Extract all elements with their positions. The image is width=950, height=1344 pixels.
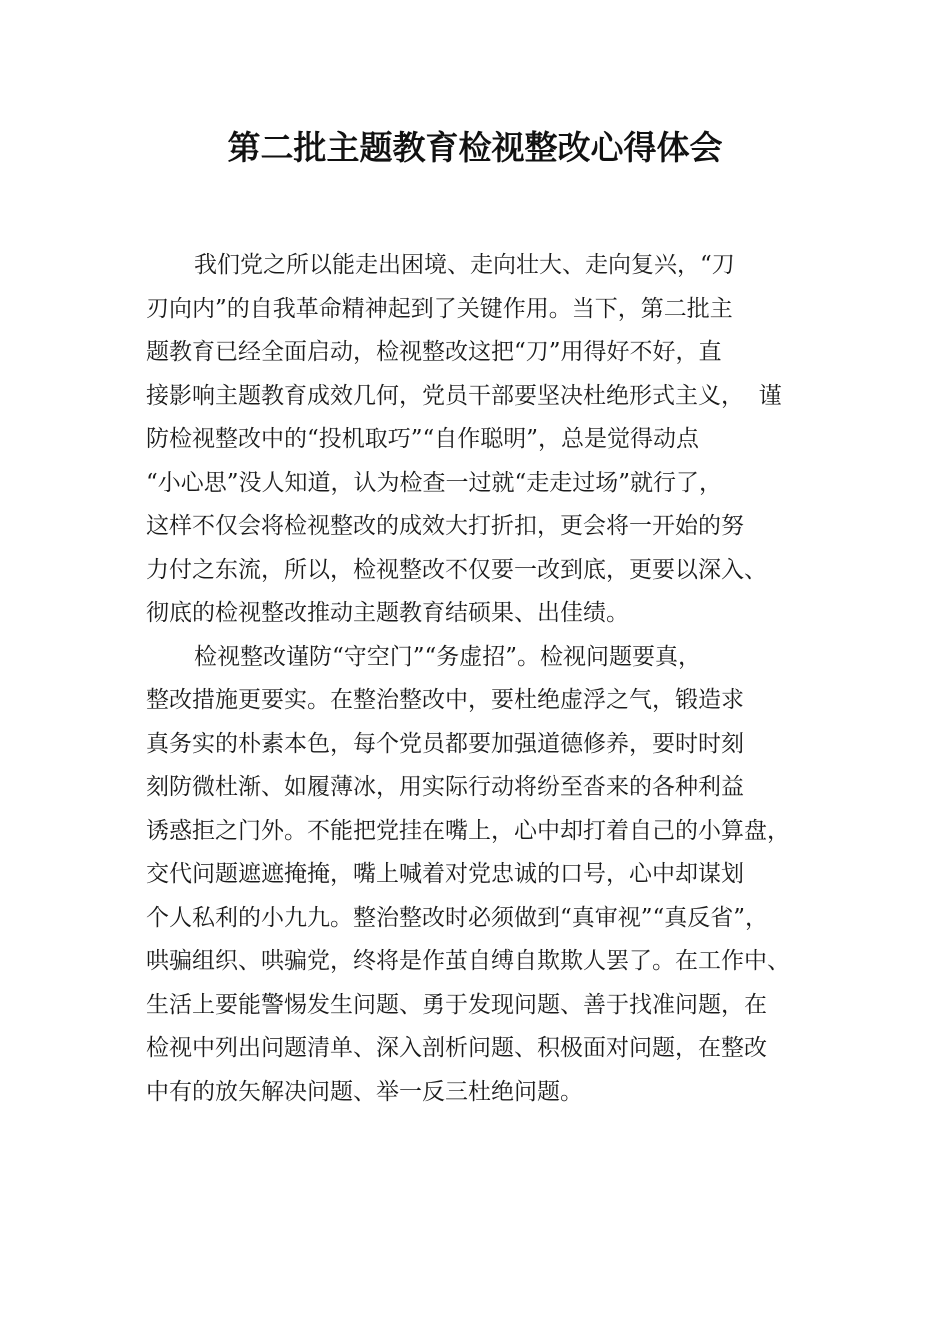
- text-line: 我们党之所以能走出困境、走向壮大、走向复兴，“刀: [194, 252, 735, 278]
- paragraph-1: [146, 244, 836, 636]
- text-line: 个人私利的小九九。整治整改时必须做到“真审视”“真反省”，: [146, 904, 769, 931]
- text-line: 刃向内”的自我革命精神起到了关键作用。当下，第二批主: [146, 295, 733, 322]
- text-line: 真务实的朴素本色，每个党员都要加强道德修养，要时时刻: [146, 730, 744, 757]
- text-line: 这样不仅会将检视整改的成效大打折扣，更会将一开始的努: [146, 513, 744, 539]
- text-line: 交代问题遮遮掩掩，嘴上喊着对党忠诚的口号，心中却谋划: [146, 861, 744, 887]
- text-line: 中有的放矢解决问题、举一反三杜绝问题。: [146, 1078, 583, 1105]
- text-line: 检视整改谨防“守空门”“务虚招”。检视问题要真，: [194, 643, 702, 670]
- document-title: 第二批主题教育检视整改心得体会: [227, 128, 723, 167]
- text-line: 防检视整改中的“投机取巧”“自作聪明”，总是觉得动点: [146, 426, 700, 452]
- paragraph-2: [146, 636, 836, 1115]
- text-line: 题教育已经全面启动，检视整改这把“刀”用得好不好，直: [146, 339, 722, 365]
- text-line: 力付之东流，所以，检视整改不仅要一改到底，更要以深入、: [146, 556, 767, 583]
- text-line: 刻防微杜渐、如履薄冰，用实际行动将纷至沓来的各种利益: [146, 774, 744, 800]
- text-line: 生活上要能警惕发生问题、勇于发现问题、善于找准问题，在: [146, 991, 767, 1018]
- text-line: 诱惑拒之门外。不能把党挂在嘴上，心中却打着自己的小算盘，: [146, 817, 790, 844]
- text-line: 检视中列出问题清单、深入剖析问题、积极面对问题，在整改: [146, 1035, 767, 1061]
- text-line: “小心思”没人知道，认为检查一过就“走走过场”就行了，: [146, 469, 723, 496]
- text-line: 整改措施更要实。在整治整改中，要杜绝虚浮之气，锻造求: [146, 687, 744, 713]
- text-line: 接影响主题教育成效几何，党员干部要坚决杜绝形式主义， 谨: [146, 382, 782, 409]
- text-line: 彻底的检视整改推动主题教育结硕果、出佳绩。: [146, 600, 629, 626]
- document-body: [146, 244, 836, 1114]
- text-line: 哄骗组织、哄骗党，终将是作茧自缚自欺欺人罢了。在工作中、: [146, 948, 790, 974]
